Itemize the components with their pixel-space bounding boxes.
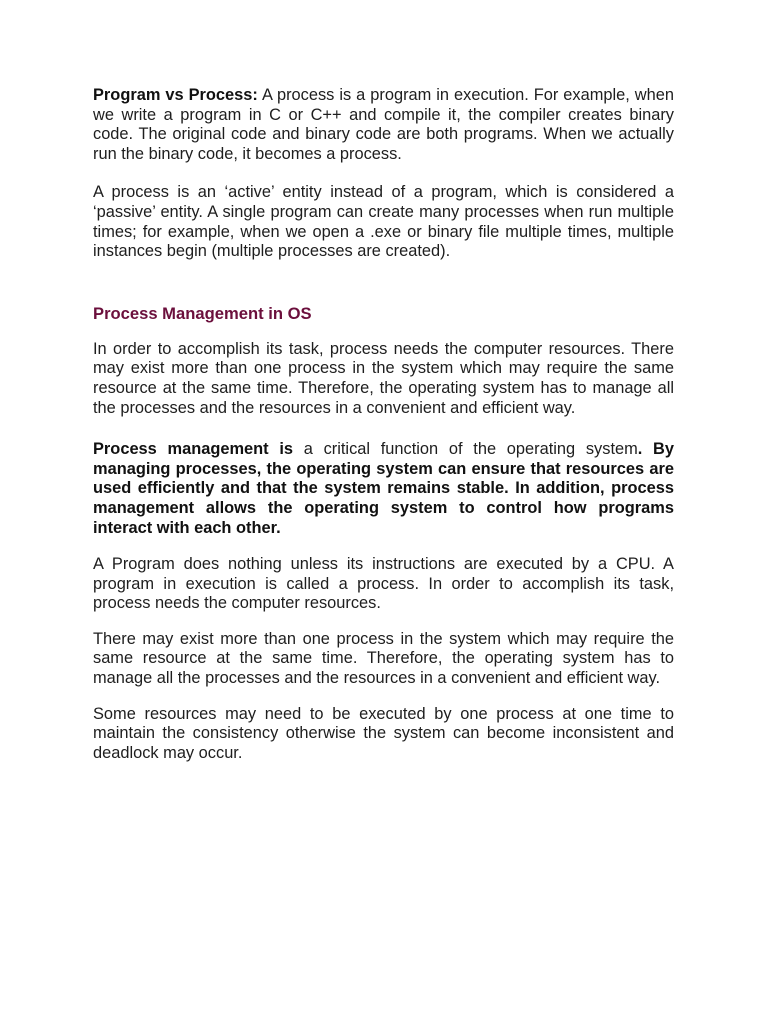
intro-bold-label: Program vs Process: [93, 86, 258, 104]
section-paragraph-2 [93, 440, 674, 538]
section-paragraph-4: There may exist more than one process in the system which may require the same resource at the same time. Therefore, the operating system has to manage all the processes and the resources in a convenient and efficient way. [93, 629, 674, 688]
para2-bold-start: Process management is [93, 440, 294, 459]
intro-paragraph [93, 86, 674, 164]
para2-bold-end: . By managing processes, the operating system can ensure that resources are used efficiently and that the system remains stable. In addition, process management allows the operating system to control how programs interact with each other. [93, 440, 674, 537]
document-page [93, 86, 674, 763]
section-paragraph-3: A Program does nothing unless its instructions are executed by a CPU. A program in execution is called a process. In order to accomplish its task, process needs the computer resources. [93, 555, 674, 613]
para2-text: a critical function of the operating system [293, 440, 638, 459]
intro-text: A process is a program in execution. For example, when we write a program in C or C++ and compile it, the compiler creates binary code. The original code and binary code are both programs. When we actually run the binary code, it becomes a process. [93, 86, 674, 163]
section-paragraph-1: In order to accomplish its task, process needs the computer resources. There may exist more than one process in the system which may require the same resource at the same time. Therefore, the operating system has to manage all the processes and the resources in a convenient and efficient way. [93, 339, 674, 417]
section-paragraph-5: Some resources may need to be executed by one process at one time to maintain the consistency otherwise the system can become inconsistent and deadlock may occur. [93, 704, 674, 762]
section-heading: Process Management in OS [93, 303, 312, 323]
active-passive-paragraph: A process is an ‘active’ entity instead of a program, which is considered a ‘passive’ entity. A single program can create many processes when run multiple times; for example, when we open a .exe or binary file multiple times, multiple instances begin (multiple processes are created). [93, 183, 674, 261]
